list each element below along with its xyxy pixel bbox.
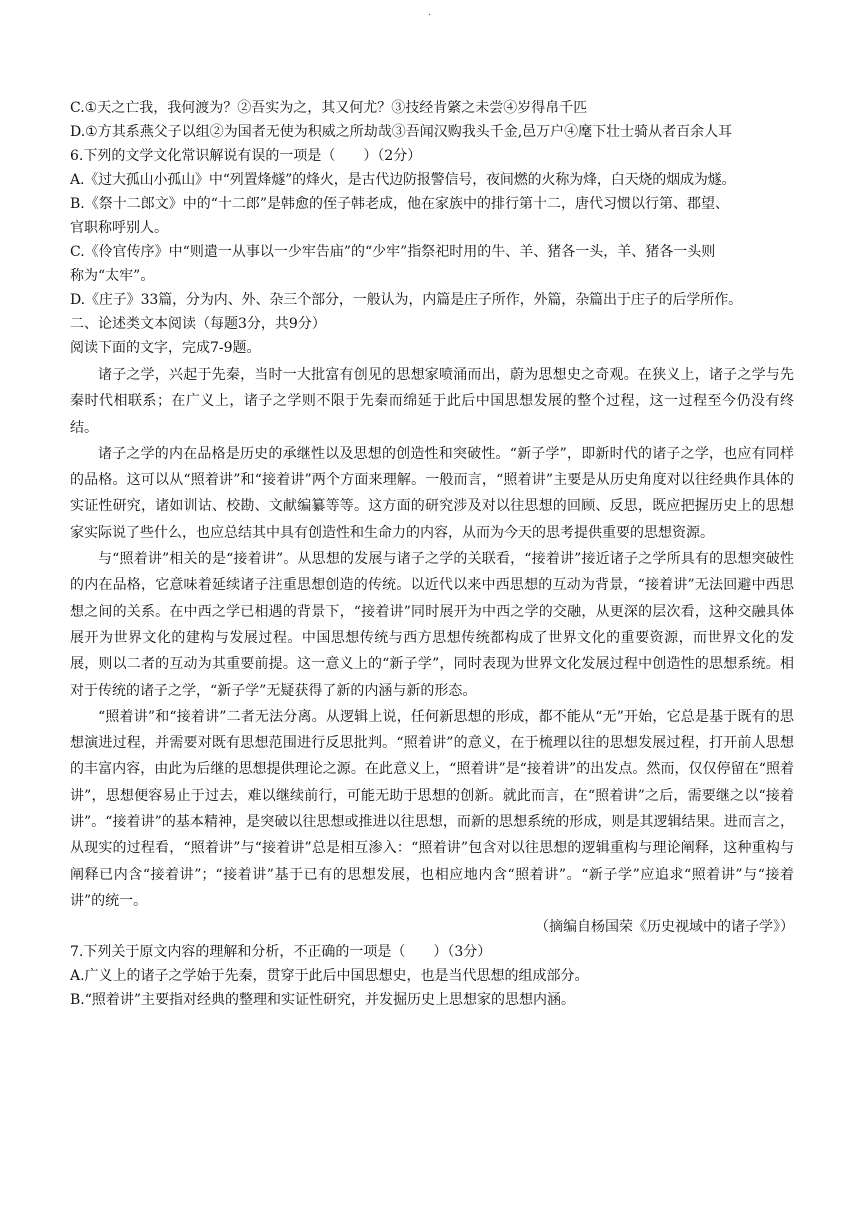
q6-option-c: C.《伶官传序》中“则遣一从事以一少牢告庙”的“少牢”指祭祀时用的牛、羊、猪各一头，羊、猪各一头则 (70, 244, 716, 260)
reading-instruction: 阅读下面的文字，完成7-9题。 (70, 340, 261, 356)
section-heading: 二、论述类文本阅读（每题3分，共9分） (70, 316, 326, 332)
q6-option-b-cont: 官职称呼别人。 (70, 220, 168, 236)
option-d-line: D.①方其系燕父子以组②为国者无使为积威之所劫哉③吾闻汉购我头千金,邑万户④麾下壮士骑从者百余人耳 (70, 124, 733, 140)
article-paragraph-1: 诸子之学，兴起于先秦，当时一大批富有创见的思想家喷涌而出，蔚为思想史之奇观。在狭义上，诸子之学与先秦时代相联系；在广义上，诸子之学则不限于先秦而绵延于此后中国思想发展的整个过程，这一过程至今仍没有终结。 (70, 367, 794, 436)
article-source: （摘编自杨国荣《历史视域中的诸子学》） (535, 919, 794, 936)
article-paragraph-3: 与“照着讲”相关的是“接着讲”。从思想的发展与诸子之学的关联看，“接着讲”接近诸子之学所具有的思想突破性的内在品格，它意味着延续诸子注重思想创造的传统。以近代以来中西思想的互动为背景，“接着讲”无法回避中西思想之间的关系。在中西之学已相遇的背景下，“接着讲”同时展开为中西之学的交融，从更深的层次看，这种交融具体展开为世界文化的建构与发展过程。中国思想传统与西方思想传统都构成了世界文化的重要资源，而世界文化的发展，则以二者的互动为其重要前提。这一意义上的“新子学”，同时表现为世界文化发展过程中创造性的思想系统。相对于传统的诸子之学，“新子学”无疑获得了新的内涵与新的形态。 (70, 551, 794, 699)
page-content (70, 96, 794, 1012)
q6-option-c-cont: 称为“太牢”。 (70, 268, 155, 284)
q6-option-b: B.《祭十二郎文》中的“十二郎”是韩愈的侄子韩老成，他在家族中的排行第十二，唐代习惯以行第、郡望、 (70, 196, 730, 212)
option-c-line: C.①天之亡我，我何渡为？②吾实为之，其又何尤？③技经肯綮之未尝④岁得帛千匹 (70, 100, 588, 116)
question-6: 6.下列的文学文化常识解说有误的一项是（ ）（2分） (70, 148, 422, 164)
q6-option-a: A.《过大孤山小孤山》中“列置烽燧”的烽火，是古代边防报警信号，夜间燃的火称为烽，白天烧的烟成为燧。 (70, 172, 736, 188)
article-paragraph-4: “照着讲”和“接着讲”二者无法分离。从逻辑上说，任何新思想的形成，都不能从“无”开始，它总是基于既有的思想演进过程，并需要对既有思想范围进行反思批判。“照着讲”的意义，在于梳理以往的思想发展过程，打开前人思想的丰富内容，由此为后继的思想提供理论之源。在此意义上，“照着讲”是“接着讲”的出发点。然而，仅仅停留在“照着讲”，思想便容易止于过去，难以继续前行，可能无助于思想的创新。就此而言，在“照着讲”之后，需要继之以“接着讲”。“接着讲”的基本精神，是突破以往思想或推进以往思想，而新的思想系统的形成，则是其逻辑结果。进而言之，从现实的过程看，“照着讲”与“接着讲”总是相互渗入：“照着讲”包含对以往思想的逻辑重构与理论阐释，这种重构与阐释已内含“接着讲”；“接着讲”基于已有的思想发展，也相应地内含“照着讲”。“新子学”应追求“照着讲”与“接着讲”的统一。 (70, 708, 794, 909)
q7-option-b: B.“照着讲”主要指对经典的整理和实证性研究，并发掘历史上思想家的思想内涵。 (70, 992, 576, 1009)
header-mark: · (428, 10, 432, 21)
question-7: 7.下列关于原文内容的理解和分析，不正确的一项是（ ）（3分） (70, 944, 492, 961)
article-paragraph-2: 诸子之学的内在品格是历史的承继性以及思想的创造性和突破性。“新子学”，即新时代的诸子之学，也应有同样的品格。这可以从“照着讲”和“接着讲”两个方面来理解。一般而言，“照着讲”主要是从历史角度对以往经典作具体的实证性研究，诸如训诂、校勘、文献编纂等等。这方面的研究涉及对以往思想的回顾、反思，既应把握历史上的思想家实际说了些什么，也应总结其中具有创造性和生命力的内容，从而为今天的思考提供重要的思想资源。 (70, 445, 794, 541)
q7-option-a: A.广义上的诸子之学始于先秦，贯穿于此后中国思想史，也是当代思想的组成部分。 (70, 968, 589, 985)
q6-option-d: D.《庄子》33篇，分为内、外、杂三个部分，一般认为，内篇是庄子所作，外篇，杂篇出于庄子的后学所作。 (70, 292, 742, 308)
